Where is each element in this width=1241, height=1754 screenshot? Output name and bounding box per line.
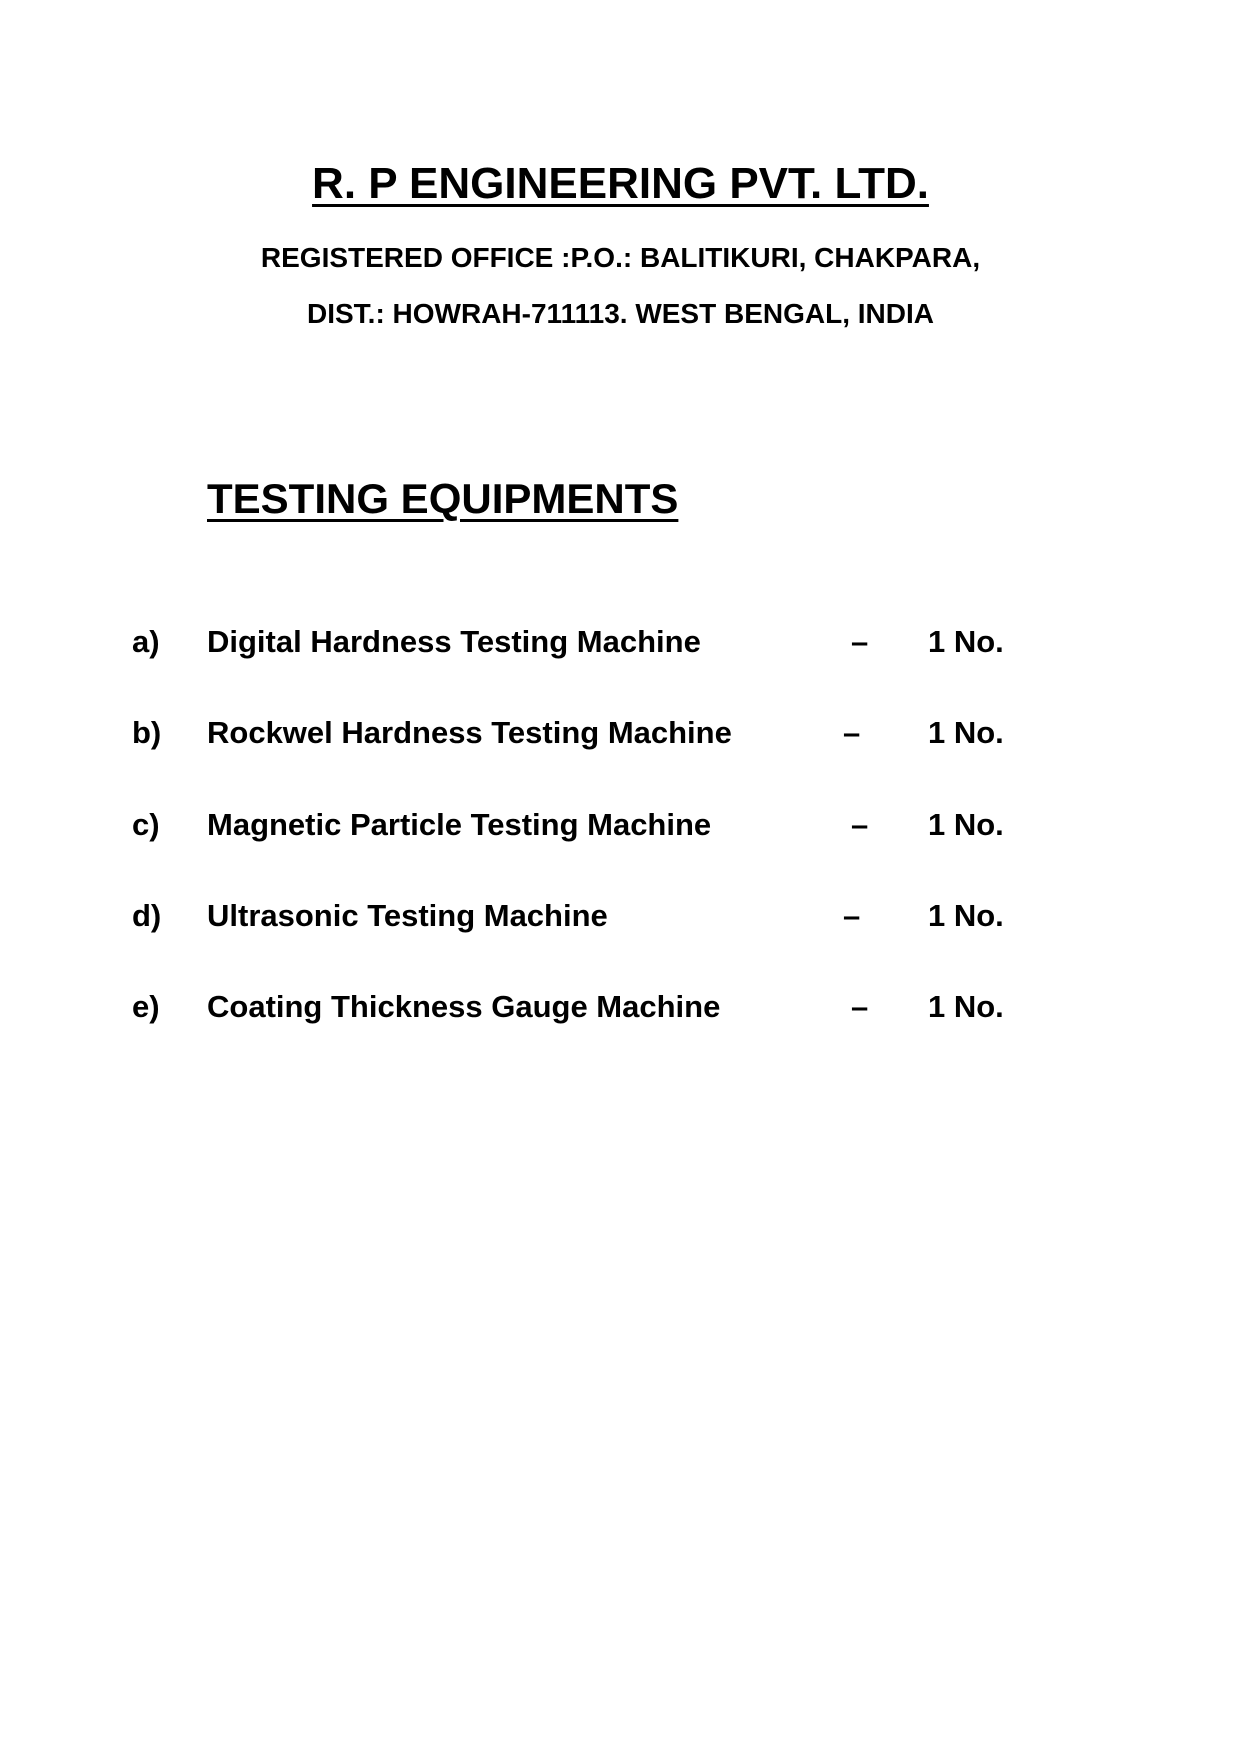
- item-quantity: 1 No.: [928, 807, 1004, 842]
- item-quantity: 1 No.: [928, 624, 1004, 659]
- section-title-text: TESTING EQUIPMENTS: [207, 475, 679, 522]
- equipment-item: [0, 711, 1241, 755]
- item-marker: b): [132, 715, 162, 750]
- equipment-item: [0, 803, 1241, 847]
- item-marker: d): [132, 898, 162, 933]
- section-title: [207, 472, 678, 526]
- item-dash: –: [851, 989, 869, 1024]
- item-quantity: 1 No.: [928, 715, 1004, 750]
- item-dash: –: [851, 624, 869, 659]
- equipment-item: [0, 894, 1241, 938]
- item-marker: c): [132, 807, 160, 842]
- item-name: Magnetic Particle Testing Machine: [207, 807, 712, 842]
- address-line-2: DIST.: HOWRAH-711113. WEST BENGAL, INDIA: [307, 298, 934, 329]
- item-quantity: 1 No.: [928, 989, 1004, 1024]
- company-name-text: R. P ENGINEERING PVT. LTD.: [312, 159, 929, 208]
- item-marker: e): [132, 989, 160, 1024]
- equipment-item: [0, 620, 1241, 664]
- item-dash: –: [851, 807, 869, 842]
- item-dash: –: [843, 715, 861, 750]
- item-marker: a): [132, 624, 160, 659]
- item-dash: –: [843, 898, 861, 933]
- address-line-1: REGISTERED OFFICE :P.O.: BALITIKURI, CHAKPARA,: [260, 242, 981, 273]
- item-name: Rockwel Hardness Testing Machine: [207, 715, 732, 750]
- equipment-item: [0, 985, 1241, 1029]
- company-name-heading: [0, 156, 1241, 212]
- item-quantity: 1 No.: [928, 898, 1004, 933]
- item-name: Coating Thickness Gauge Machine: [207, 989, 721, 1024]
- item-name: Ultrasonic Testing Machine: [207, 898, 608, 933]
- item-name: Digital Hardness Testing Machine: [207, 624, 701, 659]
